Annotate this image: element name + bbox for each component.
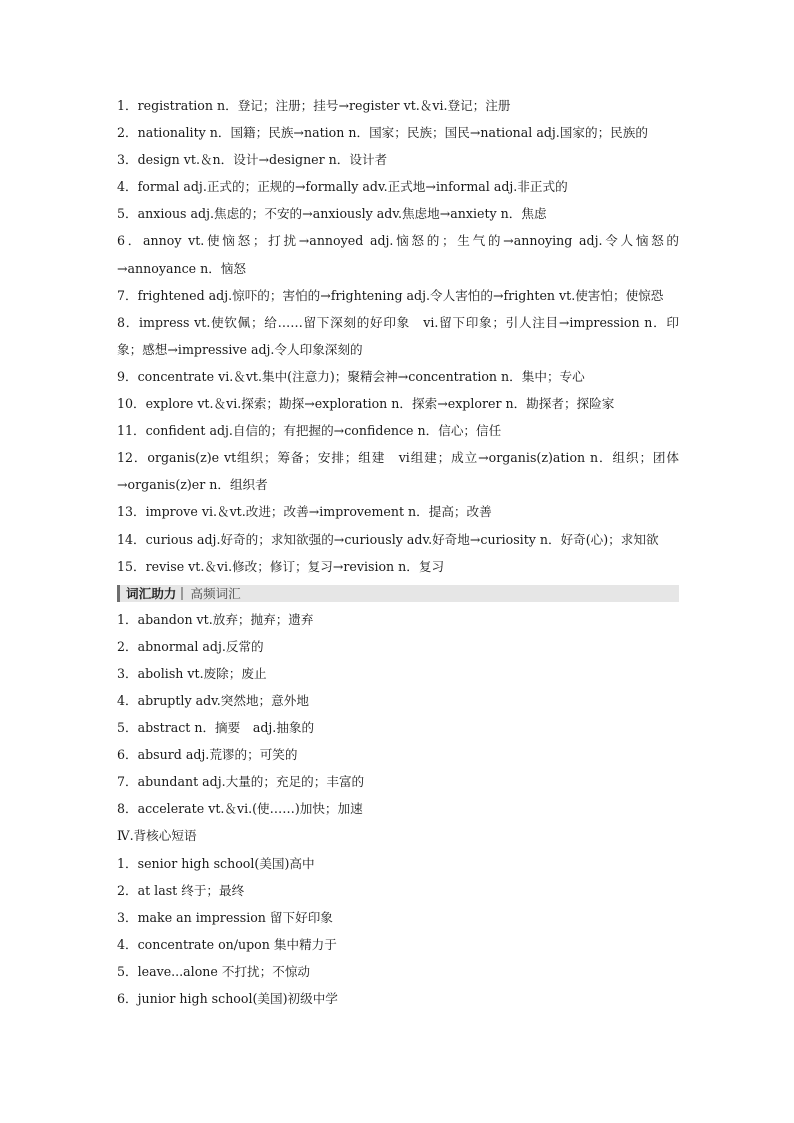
document-content <box>117 92 679 1012</box>
word-entry: 7．frightened adj.惊吓的；害怕的→frightening adj.令人害怕的→frighten vt.使害怕；使惊恐 <box>117 287 664 303</box>
phrase-entry: 6．junior high school(美国)初级中学 <box>117 991 338 1006</box>
word-entry: 11．confident adj.自信的；有把握的→confidence n．信心；信任 <box>117 423 502 439</box>
word-entry: 12．organis(z)e vt组织；筹备；安排；组建 vi组建；成立→organis(z)ation n．组织；团体→organis(z)er n．组织者 <box>117 450 679 493</box>
vocab-entry: 1．abandon vt.放弃；抛弃；遗弃 <box>117 611 314 627</box>
word-entry: 13．improve vi.＆vt.改进；改善→improvement n．提高；改善 <box>117 504 492 520</box>
section-header <box>117 585 679 602</box>
vocab-entry: 2．abnormal adj.反常的 <box>117 638 264 654</box>
phrase-entry: 4．concentrate on/upon 集中精力于 <box>117 936 337 952</box>
vocab-entry: 4．abruptly adv.突然地；意外地 <box>117 692 309 708</box>
vocab-entry: 5．abstract n．摘要 adj.抽象的 <box>117 720 315 736</box>
section-title: 词汇助力 <box>126 585 177 601</box>
word-entry: 4．formal adj.正式的；正规的→formally adv.正式地→informal adj.非正式的 <box>117 179 568 195</box>
word-entry: 8．impress vt.使钦佩；给……留下深刻的好印象 vi.留下印象；引人注目→impression n．印象；感想→impressive adj.令人印象深刻的 <box>117 314 679 357</box>
phrase-entry: 3．make an impression 留下好印象 <box>117 909 333 925</box>
section-divider <box>181 587 183 600</box>
vocab-entry: 8．accelerate vt.＆vi.(使……)加快；加速 <box>117 801 363 817</box>
word-entry: 2．nationality n．国籍；民族→nation n．国家；民族；国民→national adj.国家的；民族的 <box>117 125 648 141</box>
word-entry: 15．revise vt.＆vi.修改；修订；复习→revision n．复习 <box>117 558 445 574</box>
phrase-entry: 5．leave...alone 不打扰；不惊动 <box>117 963 311 979</box>
word-entry: 6．annoy vt.使恼怒；打扰→annoyed adj.恼怒的；生气的→annoying adj.令人恼怒的→annoyance n．恼怒 <box>117 233 679 276</box>
section-bar <box>117 585 120 602</box>
word-entry: 3．design vt.＆n．设计→designer n．设计者 <box>117 152 388 168</box>
phrase-entry: 2．at last 终于；最终 <box>117 882 245 898</box>
phrases-heading: Ⅳ.背核心短语 <box>117 828 197 844</box>
word-entry: 14．curious adj.好奇的；求知欲强的→curiously adv.好奇地→curiosity n．好奇(心)；求知欲 <box>117 531 659 547</box>
phrase-entry: 1．senior high school(美国)高中 <box>117 855 315 871</box>
vocab-entry: 7．abundant adj.大量的；充足的；丰富的 <box>117 774 365 790</box>
vocab-entry: 3．abolish vt.废除；废止 <box>117 665 267 681</box>
word-entry: 9．concentrate vi.＆vt.集中(注意力)；聚精会神→concentration n．集中；专心 <box>117 368 585 384</box>
word-entry: 5．anxious adj.焦虑的；不安的→anxiously adv.焦虑地→anxiety n．焦虑 <box>117 206 547 222</box>
word-entry: 1．registration n．登记；注册；挂号→register vt.＆vi.登记；注册 <box>117 98 511 113</box>
word-entry: 10．explore vt.＆vi.探索；勘探→exploration n．探索→explorer n．勘探者；探险家 <box>117 396 615 412</box>
section-subtitle: 高频词汇 <box>190 585 241 601</box>
vocab-entry: 6．absurd adj.荒谬的；可笑的 <box>117 747 298 763</box>
